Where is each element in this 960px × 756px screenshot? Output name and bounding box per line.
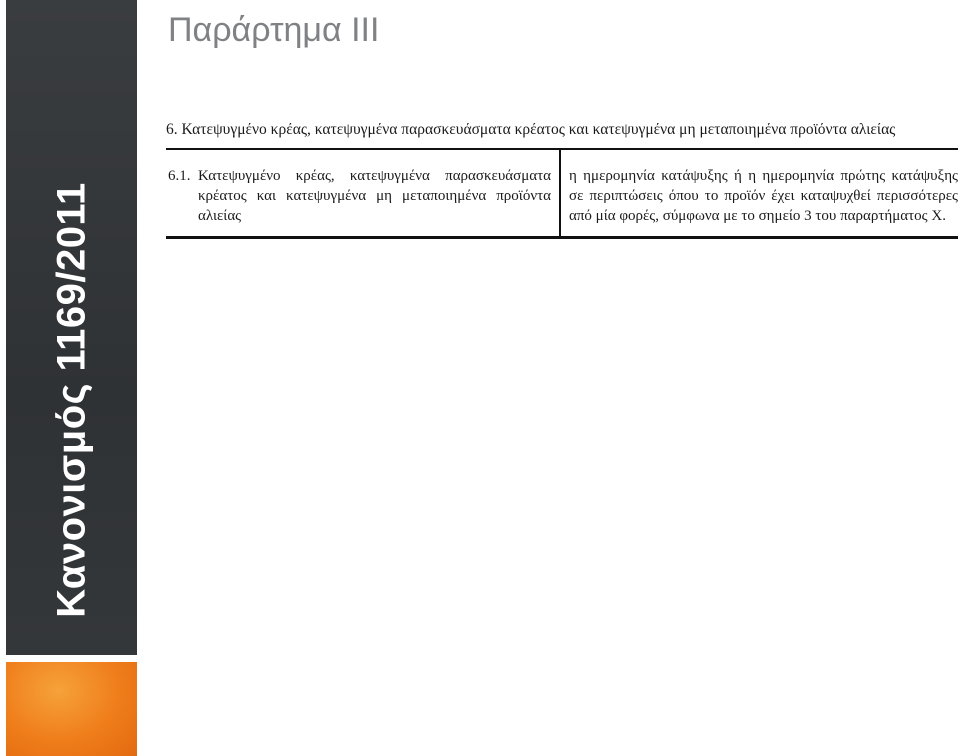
document-cell-left <box>166 150 561 236</box>
document-excerpt <box>166 112 958 239</box>
sidebar-band <box>6 0 137 655</box>
slide-title: Παράρτημα ΙΙΙ <box>168 11 380 49</box>
document-table-row <box>166 150 958 239</box>
sidebar-title: Κανονισμός 1169/2011 <box>49 181 93 618</box>
document-heading: 6. Κατεψυγμένο κρέας, κατεψυγμένα παρασκευάσματα κρέατος και κατεψυγμένα μη μεταποιημένα προϊόντα αλιείας <box>166 112 958 150</box>
accent-block <box>6 662 137 756</box>
row-right-text: η ημερομηνία κατάψυξης ή η ημερομηνία πρώτης κατάψυξης σε περιπτώσεις όπου το προϊόν έχει καταψυχθεί περισσότερες από μία φορές, σύμφωνα με το σημείο 3 του παραρτήματος Χ. <box>569 168 958 224</box>
row-number: 6.1. <box>168 168 191 184</box>
row-left-text: Κατεψυγμένο κρέας, κατεψυγμένα παρασκευάσματα κρέατος και κατεψυγμένα μη μεταποιημένα προϊόντα αλιείας <box>198 168 551 224</box>
